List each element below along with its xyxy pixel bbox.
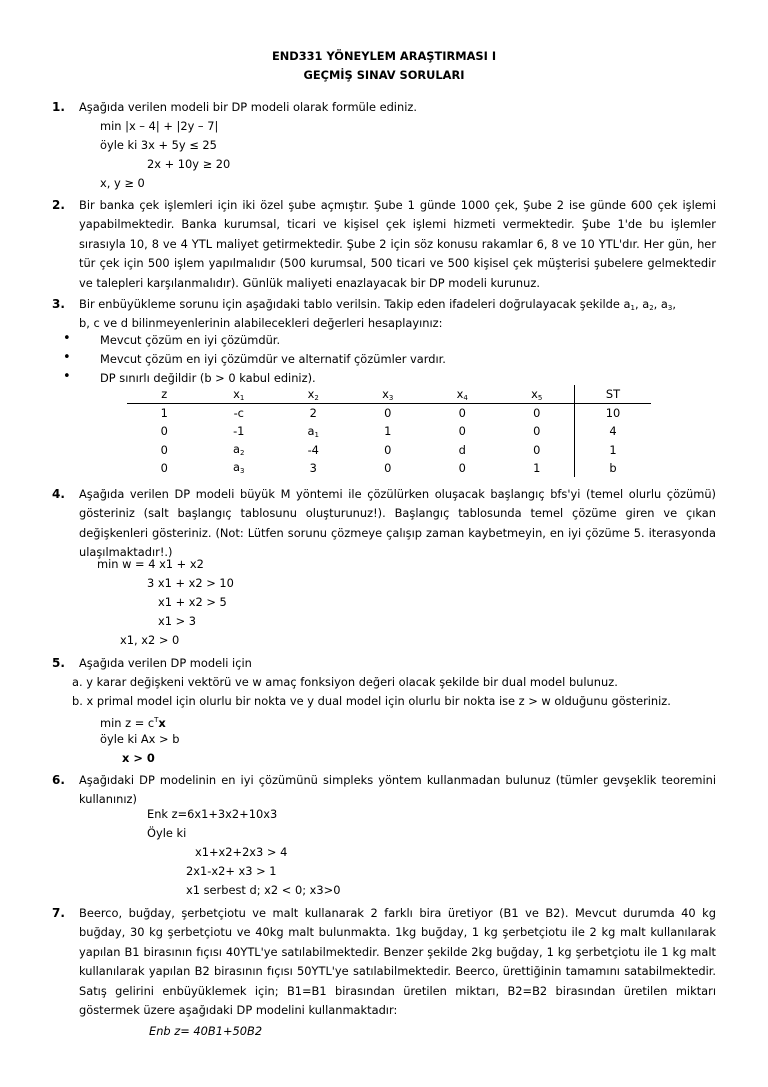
tableau-cell: 0 [384,460,392,475]
q3-text-a: Bir enbüyükleme sorunu için aşağıdaki tablo verilsin. Takip eden ifadeleri doğrulayacak şekilde a [79,297,631,311]
tableau-cell: 1 [575,441,652,459]
q4-nonnegativity: x1, x2 > 0 [120,633,180,647]
tableau-cell: 0 [384,442,392,457]
tableau-cell: 4 [575,422,652,440]
question-3-text-line2: b, c ve d bilinmeyenlerinin alabilecekleri değerleri hesaplayınız: [79,316,443,330]
question-2-text: Bir banka çek işlemleri için iki özel şube açmıştır. Şube 1 günde 1000 çek, Şube 2 ise günde 600 çek işlemi yapabilmektedir. Banka kurumsal, ticari ve kişisel çek işlemi hizmeti vermektedir. Şube 1'de bu işlemler sırasıyla 10, 8 ve 4 YTL maliyet getirmektedir. Şube 2 için söz konusu rakamlar 6, 8 ve 10 YTL'dır. Her gün, her tür çek için 500 işlem yapılmalıdır (500 kurumsal, 500 ticari ve 500 kişisel çek müşterisi şubelere gelmektedir ve talepleri karşılanmalıdır). Günlük maliyeti enazlayacak bir DP modeli kurunuz. [79,198,716,290]
table-row [127,404,651,423]
q4-constraint-1: 3 x1 + x2 > 10 [147,576,234,590]
tableau-cell: 0 [384,406,392,421]
q6-constraint-2: 2x1-x2+ x3 > 1 [186,864,277,878]
document-title: END331 YÖNEYLEM ARAŞTIRMASI I [271,49,497,63]
question-3-text-line1: Bir enbüyükleme sorunu için aşağıdaki tablo verilsin. Takip eden ifadeleri doğrulayacak şekilde $a_1$, $a_2$, $a_3$, [79,297,676,312]
q1-nonnegativity: x, y ≥ 0 [100,176,145,190]
tableau-cell: d [458,442,466,457]
q3-bullet-1: Mevcut çözüm en iyi çözümdür. [100,333,281,347]
tableau-cell: 10 [575,404,652,423]
tableau-cell: 1 [533,460,541,475]
tableau-cell: 1 [384,424,392,439]
q4-objective: min w = 4 x1 + x2 [97,557,204,571]
tableau-header-row [127,385,651,404]
tableau-cell: 0 [458,406,466,421]
question-1-number: 1. [52,100,65,114]
tableau-cell: 1 [160,406,168,421]
table-row [127,459,651,477]
tableau-cell: 0 [160,424,168,439]
table-row [127,441,651,459]
tableau-cell: -4 [307,442,319,457]
q7-objective: Enb z= 40B1+50B2 [149,1024,263,1038]
q4-constraint-3: x1 > 3 [158,614,197,628]
q6-objective: Enk z=6x1+3x2+10x3 [147,807,278,821]
bullet-icon: • [63,369,71,384]
question-7-number: 7. [52,906,65,920]
tableau-header-cell: $x_2$ [276,385,351,404]
q5-nonnegativity: x > 0 [122,751,155,765]
tableau-cell: 0 [533,424,541,439]
q5-part-b: b. x primal model için olurlu bir nokta ve y dual model için olurlu bir nokta ise z > w olduğunu gösteriniz. [72,694,671,708]
question-1-text: Aşağıda verilen modeli bir DP modeli olarak formüle ediniz. [79,100,417,114]
table-row [127,422,651,440]
tableau-cell: 2 [309,406,317,421]
tableau-cell: -1 [233,424,245,439]
document-subtitle: GEÇMİŞ SINAV SORULARI [303,68,465,82]
tableau-header-cell: ST [575,385,652,404]
question-5-text: Aşağıda verilen DP modeli için [79,656,252,670]
tableau-cell: 0 [160,460,168,475]
q3-bullet-3: DP sınırlı değildir (b > 0 kabul ediniz). [100,371,316,385]
q6-variable-signs: x1 serbest d; x2 < 0; x3>0 [186,883,341,897]
q1-constraint-1: öyle ki 3x + 5y ≤ 25 [100,138,217,152]
tableau-cell: 0 [533,406,541,421]
question-6-text: Aşağıdaki DP modelinin en iyi çözümünü simpleks yöntem kullanmadan bulunuz (tümler gevşeklik teoremini kullanınız) [79,773,716,807]
q5-objective-text: min z = c [100,716,155,730]
bullet-icon: • [63,350,71,365]
tableau-header-cell: $x_4$ [425,385,500,404]
q5-objective: $\min z = c^Tx$ [100,716,166,730]
simplex-tableau [127,385,651,477]
question-4-text: Aşağıda verilen DP modeli büyük M yöntemi ile çözülürken oluşacak başlangıç bfs'yi (temel olurlu çözümü) gösteriniz (salt başlangıç tablosunu oluşturunuz!). Başlangıç tablosunda temel çözüme giren ve çıkan değişkenleri gösteriniz. (Not: Lütfen sorunu çözmeye çalışıp zaman kaybetmeyin, en iyi çözüme 5. iterasyonda ulaşılmaktadır!.) [79,487,716,560]
bullet-icon: • [63,331,71,346]
q6-subject-to: Öyle ki [147,826,187,840]
question-3-number: 3. [52,297,65,311]
tableau-header-cell: $x_3$ [351,385,426,404]
question-6-number: 6. [52,773,65,787]
q4-constraint-2: x1 + x2 > 5 [158,595,227,609]
q5-part-a: a. y karar değişkeni vektörü ve w amaç fonksiyon değeri olacak şekilde bir dual model bulunuz. [72,675,618,689]
tableau-header-cell: $x_1$ [202,385,277,404]
question-5-number: 5. [52,656,65,670]
q3-bullet-2: Mevcut çözüm en iyi çözümdür ve alternatif çözümler vardır. [100,352,446,366]
tableau-cell: 3 [309,460,317,475]
tableau-cell: $a_3$ [233,460,245,476]
tableau-cell: -c [233,406,244,421]
tableau-cell: 0 [533,442,541,457]
tableau-header-cell: $x_5$ [500,385,575,404]
tableau-cell: 0 [458,460,466,475]
question-2-number: 2. [52,198,65,212]
tableau-cell: $a_1$ [307,423,319,439]
tableau-header-cell: z [127,385,202,404]
tableau-cell: 0 [458,424,466,439]
q6-constraint-1: x1+x2+2x3 > 4 [195,845,288,859]
q1-objective: min |x – 4| + |2y – 7| [100,119,219,133]
tableau-cell: b [575,459,652,477]
q1-constraint-2: 2x + 10y ≥ 20 [147,157,231,171]
question-4-number: 4. [52,487,65,501]
question-7-text: Beerco, buğday, şerbetçiotu ve malt kullanarak 2 farklı bira üretiyor (B1 ve B2). Mevcut durumda 40 kg buğday, 30 kg şerbetçiotu ve 40kg malt bulunmakta. 1kg buğday, 1 kg şerbetçiotu ile 2 kg malt kullanılarak yapılan B1 birasının fıçısı 40YTL'ye satılabilmektedir. Benzer şekilde 2kg buğday, 1 kg şerbetçiotu ile 1 kg malt kullanılarak yapılan B2 birasının fıçısı 50YTL'ye satılabilmektedir. Beerco, ürettiğinin tamamını satabilmektedir. Satış gelirini enbüyüklemek için; B1=B1 birasından üretilen miktarı, B2=B2 birasından üretilen miktarı göstermek üzere aşağıdaki DP modelini kullanmaktadır: [79,906,716,1018]
tableau-cell: 0 [160,442,168,457]
tableau-cell: $a_2$ [233,442,245,458]
q5-constraint: öyle ki Ax > b [100,732,180,746]
